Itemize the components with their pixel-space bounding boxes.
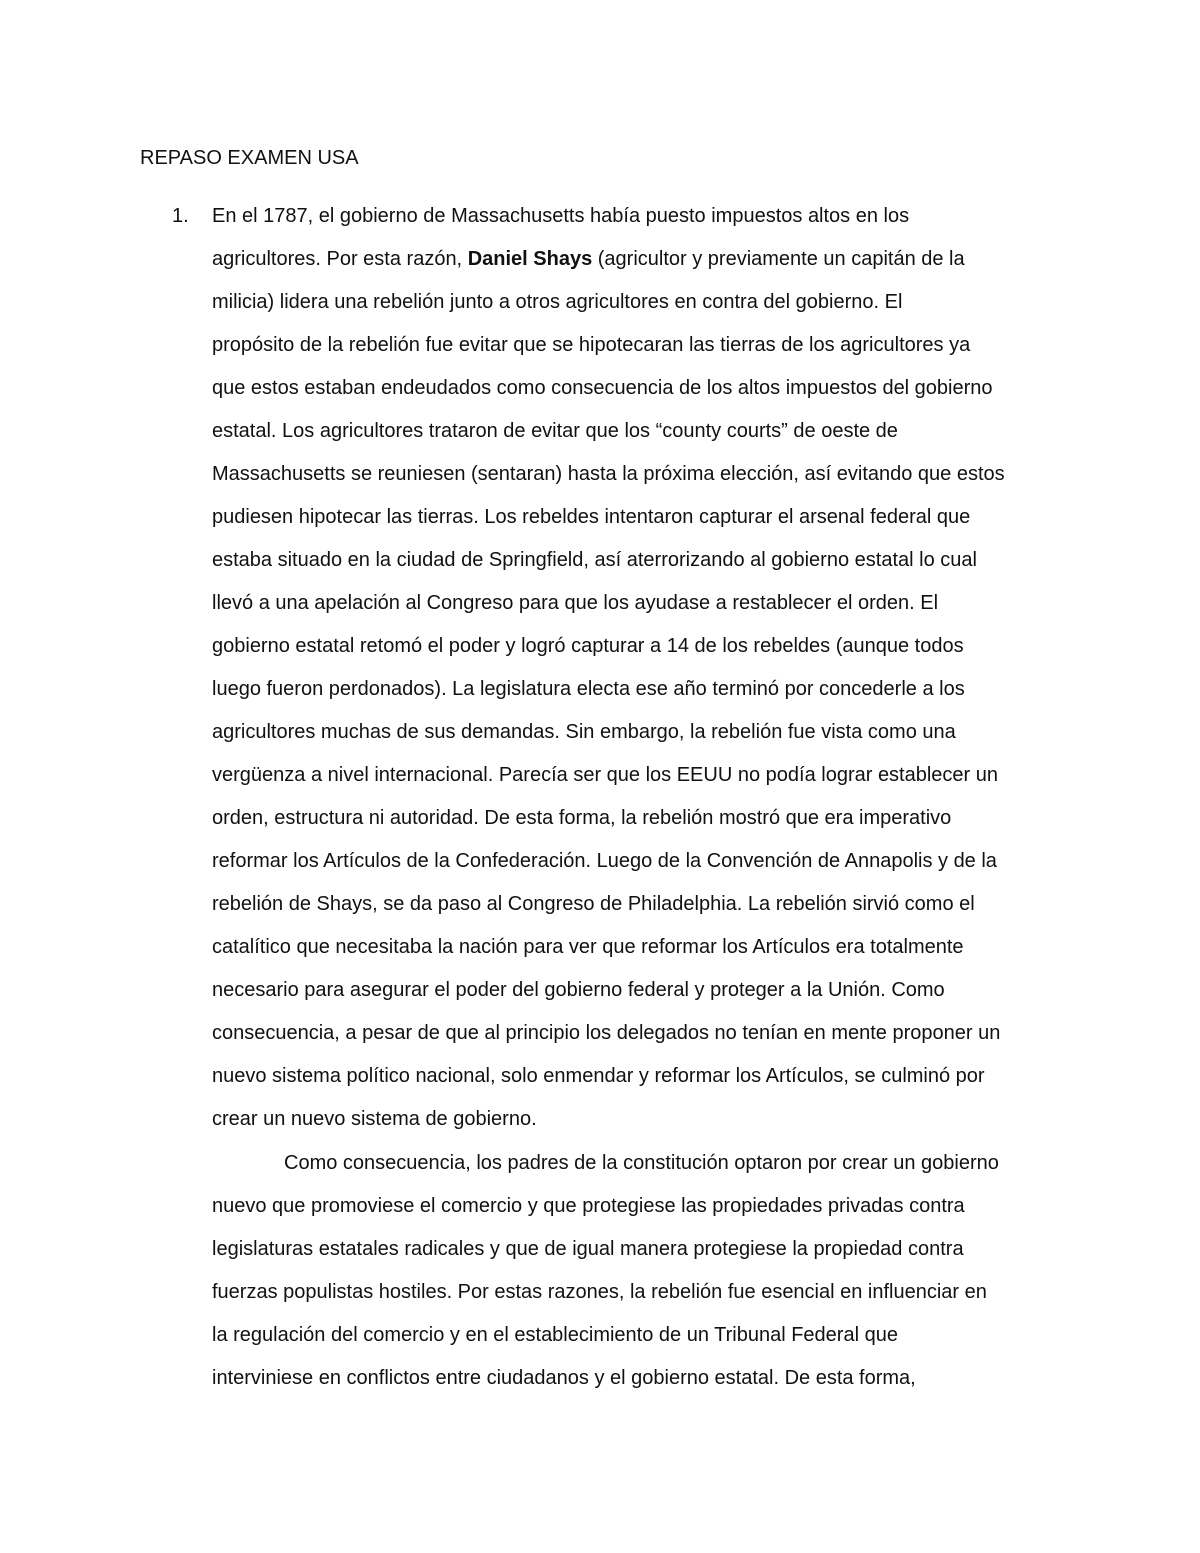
document-title: REPASO EXAMEN USA xyxy=(140,147,359,169)
paragraph-line: luego fueron perdonados). La legislatura electa ese año terminó por concederle a los xyxy=(212,678,965,700)
paragraph-line: Massachusetts se reuniesen (sentaran) hasta la próxima elección, así evitando que estos xyxy=(212,463,1005,485)
paragraph-line: milicia) lidera una rebelión junto a otros agricultores en contra del gobierno. El xyxy=(212,291,903,313)
paragraph-line: vergüenza a nivel internacional. Parecía ser que los EEUU no podía lograr establecer un xyxy=(212,764,999,786)
paragraph-line: reformar los Artículos de la Confederación. Luego de la Convención de Annapolis y de la xyxy=(212,850,997,872)
paragraph-line: orden, estructura ni autoridad. De esta forma, la rebelión mostró que era imperativo xyxy=(212,807,952,829)
paragraph-line: que estos estaban endeudados como consecuencia de los altos impuestos del gobierno xyxy=(212,377,993,399)
paragraph-line: llevó a una apelación al Congreso para que los ayudase a restablecer el orden. El xyxy=(212,592,939,614)
paragraph-line: necesario para asegurar el poder del gobierno federal y proteger a la Unión. Como xyxy=(212,979,945,1001)
bold-name: Daniel Shays xyxy=(467,248,593,270)
paragraph-line: pudiesen hipotecar las tierras. Los rebeldes intentaron capturar el arsenal federal que xyxy=(212,506,971,528)
paragraph-line: nuevo que promoviese el comercio y que protegiese las propiedades privadas contra xyxy=(212,1195,965,1217)
paragraph-line: la regulación del comercio y en el establecimiento de un Tribunal Federal que xyxy=(212,1324,898,1346)
paragraph-line: agricultores muchas de sus demandas. Sin embargo, la rebelión fue vista como una xyxy=(212,721,956,743)
paragraph-line: fuerzas populistas hostiles. Por estas razones, la rebelión fue esencial en influenciar en xyxy=(212,1281,987,1303)
paragraph-line-indented: Como consecuencia, los padres de la constitución optaron por crear un gobierno xyxy=(284,1152,999,1174)
paragraph-line: estaba situado en la ciudad de Springfield, así aterrorizando al gobierno estatal lo cual xyxy=(212,549,977,571)
paragraph-line: consecuencia, a pesar de que al principio los delegados no tenían en mente proponer un xyxy=(212,1022,1001,1044)
paragraph-line: legislaturas estatales radicales y que de igual manera protegiese la propiedad contra xyxy=(212,1238,964,1260)
paragraph-line: nuevo sistema político nacional, solo enmendar y reformar los Artículos, se culminó por xyxy=(212,1065,985,1087)
text-run: (agricultor y previamente un capitán de la xyxy=(592,248,965,270)
list-item-number: 1. xyxy=(172,205,189,227)
paragraph-line: rebelión de Shays, se da paso al Congreso de Philadelphia. La rebelión sirvió como el xyxy=(212,893,975,915)
paragraph-line: propósito de la rebelión fue evitar que se hipotecaran las tierras de los agricultores ya xyxy=(212,334,971,356)
paragraph-line: catalítico que necesitaba la nación para ver que reformar los Artículos era totalmente xyxy=(212,936,964,958)
paragraph-line: En el 1787, el gobierno de Massachusetts había puesto impuestos altos en los xyxy=(212,205,910,227)
paragraph-line: interviniese en conflictos entre ciudadanos y el gobierno estatal. De esta forma, xyxy=(212,1367,916,1389)
paragraph-line: crear un nuevo sistema de gobierno. xyxy=(212,1108,537,1130)
paragraph-line xyxy=(212,244,965,274)
paragraph-line: estatal. Los agricultores trataron de evitar que los “county courts” de oeste de xyxy=(212,420,898,442)
text-run: agricultores. Por esta razón, xyxy=(212,248,468,270)
paragraph-line: gobierno estatal retomó el poder y logró capturar a 14 de los rebeldes (aunque todos xyxy=(212,635,964,657)
